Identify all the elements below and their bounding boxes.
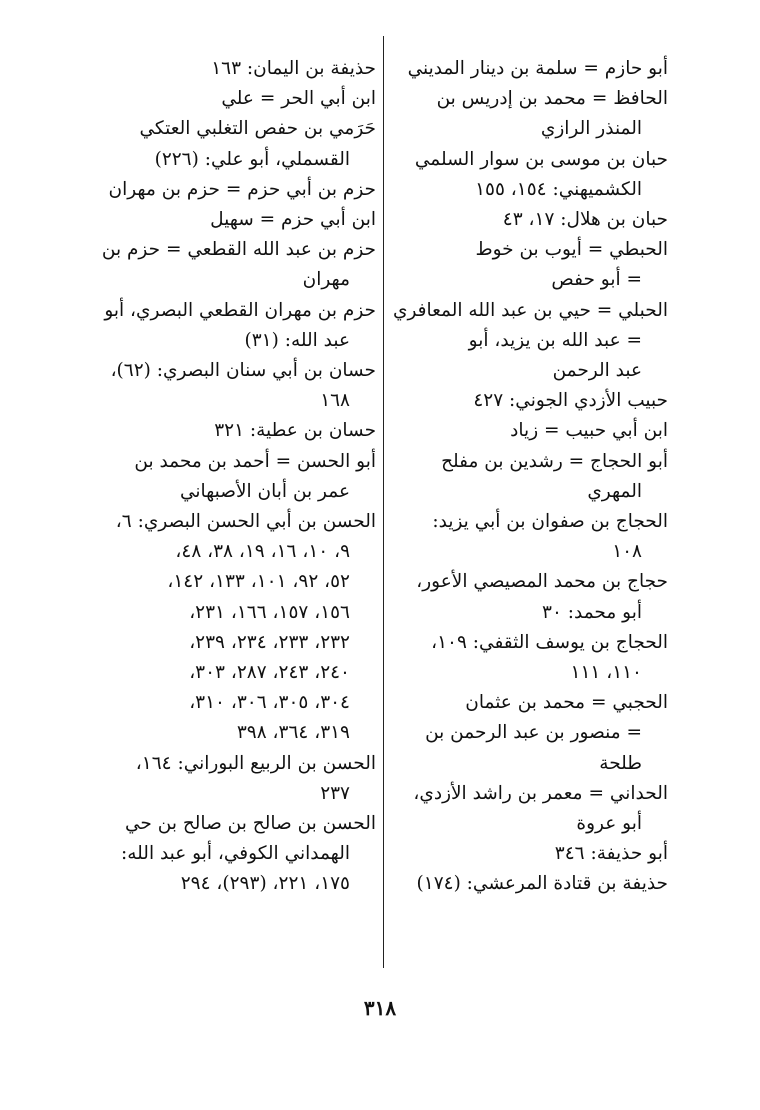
entry-continuation-line: طلحة [599, 752, 642, 774]
index-entry [396, 869, 668, 899]
entry-heading-line: أبو الحجاج = رشدين بن مفلح [441, 450, 668, 472]
entry-heading-line: الحسن بن صالح بن صالح بن حي [125, 813, 376, 835]
index-entry [396, 145, 668, 205]
index-entry [396, 416, 668, 446]
entry-continuation-line: المهري [587, 480, 642, 502]
entry-heading-line: حسان بن عطية: ٣٢١ [214, 420, 376, 442]
entry-continuation-line: ٢٤٠، ٢٤٣، ٢٨٧، ٣٠٣، [189, 662, 350, 684]
index-entry [396, 235, 668, 295]
entry-heading-line: حسان بن أبي سنان البصري: (٦٢)، [110, 360, 376, 382]
entry-continuation-line: ٢٣٧ [320, 782, 350, 804]
index-entry [104, 296, 376, 356]
index-entry [396, 628, 668, 688]
entry-heading-line: الحبلي = حيي بن عبد الله المعافري [392, 299, 668, 321]
entry-continuation-line: الكشميهني: ١٥٤، ١٥٥ [475, 178, 642, 200]
entry-heading-line: الحبطي = أيوب بن خوط [475, 239, 668, 261]
entry-heading-line: أبو حازم = سلمة بن دينار المديني [407, 58, 668, 79]
entry-heading-line: حبان بن موسى بن سوار السلمي [414, 148, 668, 170]
index-entry [104, 356, 376, 416]
entry-heading-line: حزم بن عبد الله القطعي = حزم بن [101, 239, 376, 261]
column-divider [383, 36, 384, 968]
entry-heading-line: حزم بن أبي حزم = حزم بن مهران [108, 178, 376, 200]
index-entry [104, 809, 376, 900]
entry-heading-line: حجاج بن محمد المصيصي الأعور، [416, 571, 668, 593]
index-column-left [101, 54, 376, 900]
index-column-right [392, 54, 668, 900]
entry-continuation-line: ١٦٨ [320, 390, 350, 412]
index-entry [392, 296, 668, 387]
entry-heading-line: ابن أبي حبيب = زياد [510, 420, 668, 442]
index-entry [396, 84, 668, 144]
entry-continuation-line: ١١٠، ١١١ [570, 662, 642, 684]
index-entry [396, 507, 668, 567]
entry-continuation-line: ٩، ١٠، ١٦، ١٩، ٣٨، ٤٨، [175, 541, 350, 563]
entry-heading-line: حذيفة بن قتادة المرعشي: (١٧٤) [416, 873, 668, 895]
entry-continuation-line: ٢٣٢، ٢٣٣، ٢٣٤، ٢٣٩، [189, 631, 350, 653]
entry-continuation-line: ١٥٦، ١٥٧، ١٦٦، ٢٣١، [189, 601, 350, 623]
entry-continuation-line: = منصور بن عبد الرحمن بن [425, 722, 642, 744]
entry-heading-line: الحجبي = محمد بن عثمان [465, 692, 668, 714]
entry-continuation-line: المنذر الرازي [540, 118, 642, 140]
entry-heading-line: الحجاج بن يوسف الثقفي: ١٠٩، [431, 631, 668, 653]
entry-continuation-line: عبد الرحمن [552, 360, 642, 382]
index-entry [101, 235, 376, 295]
index-entry [104, 175, 376, 205]
index-entry [396, 205, 668, 235]
entry-continuation-line: القسملي، أبو علي: (٢٢٦) [154, 148, 350, 170]
entry-heading-line: حزم بن مهران القطعي البصري، أبو [104, 299, 376, 321]
page-number: ٣١٨ [363, 996, 397, 1020]
entry-continuation-line: ٣١٩، ٣٦٤، ٣٩٨ [236, 722, 350, 744]
entry-heading-line: حذيفة بن اليمان: ١٦٣ [211, 58, 376, 79]
entry-continuation-line: ٥٢، ٩٢، ١٠١، ١٣٣، ١٤٢، [167, 571, 350, 593]
index-entry [396, 567, 668, 627]
index-entry [396, 839, 668, 869]
entry-heading-line: الحسن بن الربيع البوراني: ١٦٤، [135, 752, 376, 774]
index-entry [104, 749, 376, 809]
entry-heading-line: حَرَمي بن حفص التغلبي العتكي [139, 118, 376, 140]
index-entry [104, 54, 376, 84]
entry-heading-line: حبان بن هلال: ١٧، ٤٣ [502, 209, 668, 231]
entry-heading-line: ابن أبي الحر = علي [221, 88, 376, 110]
index-entry [104, 507, 376, 749]
entry-heading-line: ابن أبي حزم = سهيل [210, 209, 376, 231]
entry-heading-line: أبو الحسن = أحمد بن محمد بن [134, 450, 376, 472]
index-entry [104, 114, 376, 174]
entry-continuation-line: الهمداني الكوفي، أبو عبد الله: [121, 843, 350, 865]
entry-continuation-line: مهران [302, 269, 350, 291]
entry-heading-line: الحافظ = محمد بن إدريس بن [436, 88, 668, 110]
index-entry [396, 688, 668, 779]
entry-continuation-line: ١٠٨ [612, 541, 642, 563]
entry-continuation-line: = أبو حفص [551, 269, 642, 291]
index-entry [104, 416, 376, 446]
index-entry [104, 84, 376, 114]
entry-heading-line: أبو حذيفة: ٣٤٦ [554, 843, 668, 865]
entry-continuation-line: أبو عروة [576, 813, 642, 835]
index-entry [396, 54, 668, 84]
index-entry [104, 205, 376, 235]
entry-continuation-line: = عبد الله بن يزيد، أبو [468, 329, 642, 351]
entry-continuation-line: ١٧٥، ٢٢١، (٢٩٣)، ٢٩٤ [180, 873, 350, 895]
index-entry [104, 447, 376, 507]
entry-heading-line: حبيب الأزدي الجوني: ٤٢٧ [473, 390, 668, 412]
entry-heading-line: الحداني = معمر بن راشد الأزدي، [413, 782, 668, 804]
entry-continuation-line: ٣٠٤، ٣٠٥، ٣٠٦، ٣١٠، [189, 692, 350, 714]
entry-continuation-line: أبو محمد: ٣٠ [542, 601, 642, 623]
entry-continuation-line: عمر بن أبان الأصبهاني [179, 480, 350, 502]
index-entry [396, 447, 668, 507]
index-entry [396, 386, 668, 416]
entry-heading-line: الحسن بن أبي الحسن البصري: ٦، [115, 511, 376, 533]
index-entry [396, 779, 668, 839]
entry-continuation-line: عبد الله: (٣١) [244, 329, 350, 351]
entry-heading-line: الحجاج بن صفوان بن أبي يزيد: [432, 511, 668, 533]
